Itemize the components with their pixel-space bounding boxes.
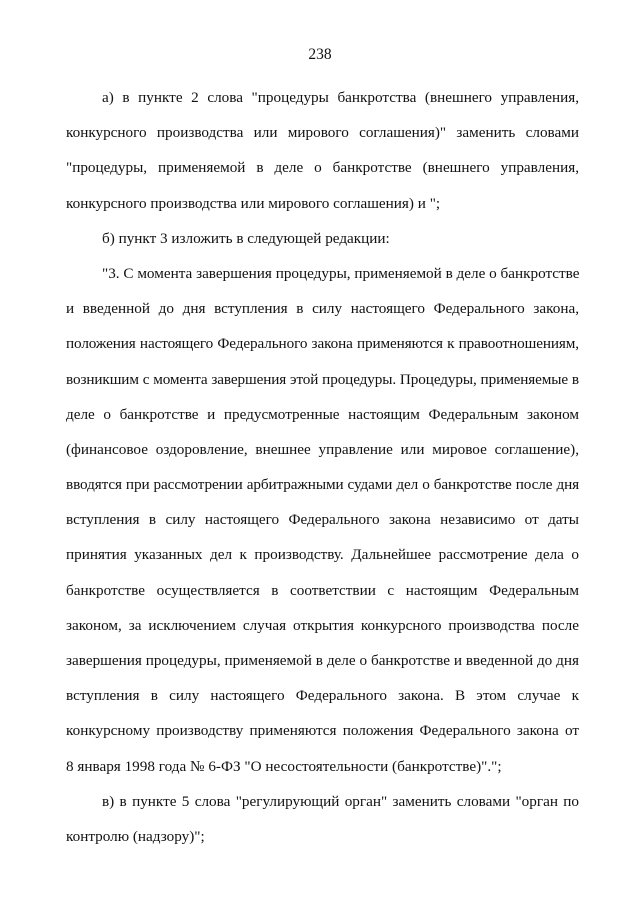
text-line: конкурсному производству применяются положения Федерального закона от [66,722,579,740]
paragraph-a [66,80,579,221]
text-line: завершения процедуры, применяемой в деле о банкротстве и введенной до дня [66,652,579,669]
text-line: деле о банкротстве и предусмотренные настоящим Федеральным законом [66,405,579,423]
text-line: положения настоящего Федерального закона применяются к правоотношениям, [66,335,579,353]
text-line: "процедуры, применяемой в деле о банкротстве (внешнего управления, [66,159,579,177]
text-line: вступления в силу настоящего Федерального закона независимо от даты [66,511,579,529]
text-line: возникшим с момента завершения этой процедуры. Процедуры, применяемые в [66,370,579,388]
text-line: в) в пункте 5 слова "регулирующий орган" заменить словами "орган по [102,792,579,810]
text-line: конкурсного производства или мирового соглашения) и "; [66,194,441,212]
text-line: "3. С момента завершения процедуры, применяемой в деле о банкротстве [102,264,580,282]
text-line: а) в пункте 2 слова "процедуры банкротства (внешнего управления, [102,89,579,106]
text-line: контролю (надзору)"; [66,827,205,845]
text-line: и введенной до дня вступления в силу настоящего Федерального закона, [66,300,579,318]
text-line: вступления в силу настоящего Федерального закона. В этом случае к [66,687,579,705]
document-body [66,80,579,854]
text-line: вводятся при рассмотрении арбитражными судами дел о банкротстве после дня [66,476,579,494]
paragraph-quoted-point-3 [66,256,579,784]
text-line: 8 января 1998 года № 6-ФЗ "О несостоятельности (банкротстве)"."; [66,757,502,775]
paragraph-b [66,221,579,256]
text-line: принятия указанных дел к производству. Дальнейшее рассмотрение дела о [66,546,579,564]
text-line: законом, за исключением случая открытия конкурсного производства после [66,616,579,634]
text-line: банкротстве осуществляется в соответствии с настоящим Федеральным [66,581,579,599]
text-line: б) пункт 3 изложить в следующей редакции: [102,229,390,247]
paragraph-c [66,784,579,854]
page-number: 238 [308,46,332,63]
text-line: (финансовое оздоровление, внешнее управление или мировое соглашение), [66,440,579,458]
text-line: конкурсного производства или мирового соглашения)" заменить словами [66,124,579,142]
